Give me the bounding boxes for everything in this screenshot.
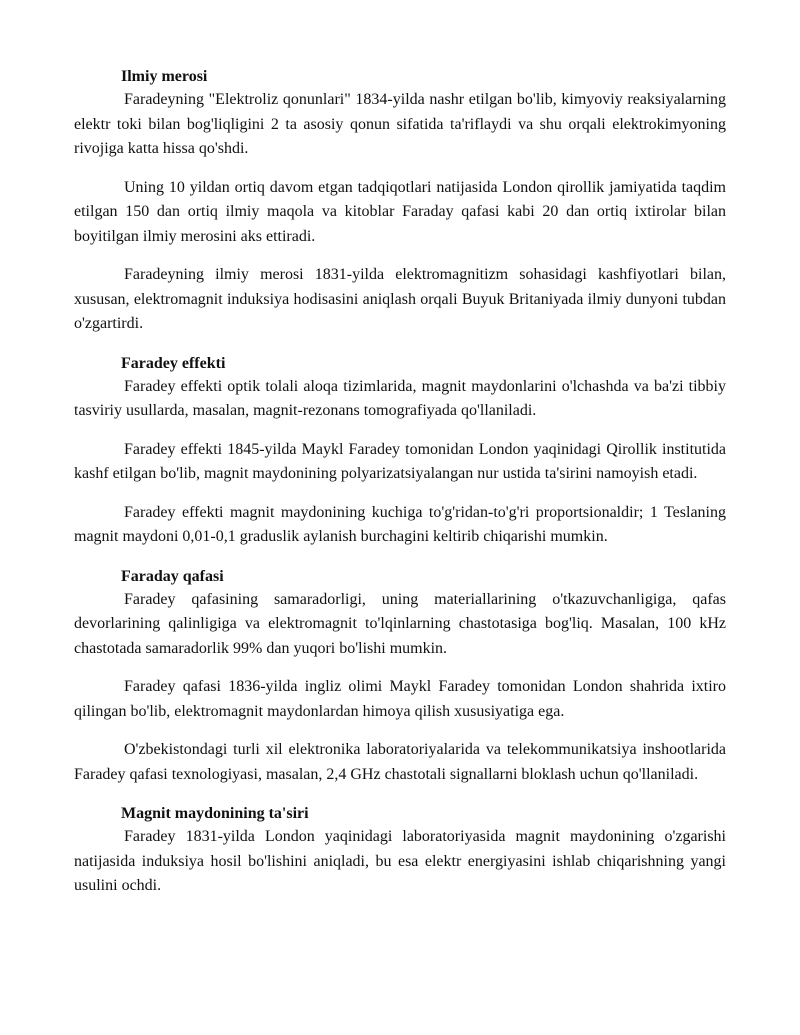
section-faraday-qafasi xyxy=(74,566,726,788)
paragraph: Faradeyning ilmiy merosi 1831-yilda elektromagnitizm sohasidagi kashfiyotlari bilan, xususan, elektromagnit induksiya hodisasini aniqlash orqali Buyuk Britaniyada ilmiy dunyoni tubdan o'zgartirdi. xyxy=(74,266,726,332)
paragraph: O'zbekistondagi turli xil elektronika laboratoriyalarida va telekommunikatsiya inshootlarida Faradey qafasi texnologiyasi, masalan, 2,4 GHz chastotali signallarni bloklash uchun qo'llaniladi. xyxy=(74,741,726,783)
paragraph: Faradey qafasining samaradorligi, uning materiallarining o'tkazuvchanligiga, qafas devorlarining qalinligiga va elektromagnit to'lqinlarning chastotasiga bog'liq. Masalan, 100 kHz chastotada samaradorlik 99% dan yuqori bo'lishi mumkin. xyxy=(74,590,726,657)
paragraph: Faradey effekti 1845-yilda Maykl Faradey tomonidan London yaqinidagi Qirollik institutida kashf etilgan bo'lib, magnit maydonining polyarizatsiyalangan nur ustida ta'sirini namoyish etadi. xyxy=(74,440,726,482)
section-faradey-effekti xyxy=(74,353,726,550)
paragraph: Faradey effekti magnit maydonining kuchiga to'g'ridan-to'g'ri proportsionaldir; 1 Teslaning magnit maydoni 0,01-0,1 graduslik aylanish burchagini keltirib chiqarishi mumkin. xyxy=(74,503,726,545)
section-ilmiy-merosi xyxy=(74,66,726,337)
section-heading: Faradey effekti xyxy=(121,354,226,372)
section-magnit-maydoni xyxy=(74,803,726,899)
section-heading: Magnit maydonining ta'siri xyxy=(121,805,309,822)
paragraph: Faradey 1831-yilda London yaqinidagi laboratoriyasida magnit maydonining o'zgarishi natijasida induksiya hosil bo'lishini aniqladi, bu esa elektr energiyasini ishlab chiqarishning yangi usulini ochdi. xyxy=(74,828,726,894)
section-heading: Ilmiy merosi xyxy=(121,68,208,85)
paragraph: Faradey qafasi 1836-yilda ingliz olimi Maykl Faradey tomonidan London shahrida ixtiro qilingan bo'lib, elektromagnit maydonlardan himoya qilish xususiyatiga ega. xyxy=(74,678,726,720)
document-page xyxy=(74,66,726,899)
paragraph: Faradey effekti optik tolali aloqa tizimlarida, magnit maydonlarini o'lchashda va ba'zi tibbiy tasviriy usullarda, masalan, magnit-rezonans tomografiyada qo'llaniladi. xyxy=(74,377,726,419)
paragraph: Faradeyning "Elektroliz qonunlari" 1834-yilda nashr etilgan bo'lib, kimyoviy reaksiyalarning elektr toki bilan bog'liqligini 2 ta asosiy qonun sifatida ta'riflaydi va shu orqali elektrokimyoning rivojiga katta hissa qo'shdi. xyxy=(74,91,726,157)
section-heading: Faraday qafasi xyxy=(121,567,224,585)
paragraph: Uning 10 yildan ortiq davom etgan tadqiqotlari natijasida London qirollik jamiyatida taqdim etilgan 150 dan ortiq ilmiy maqola va kitoblar Faraday qafasi kabi 20 dan ortiq ixtirolar bilan boyitilgan ilmiy merosini aks ettiradi. xyxy=(74,178,726,245)
